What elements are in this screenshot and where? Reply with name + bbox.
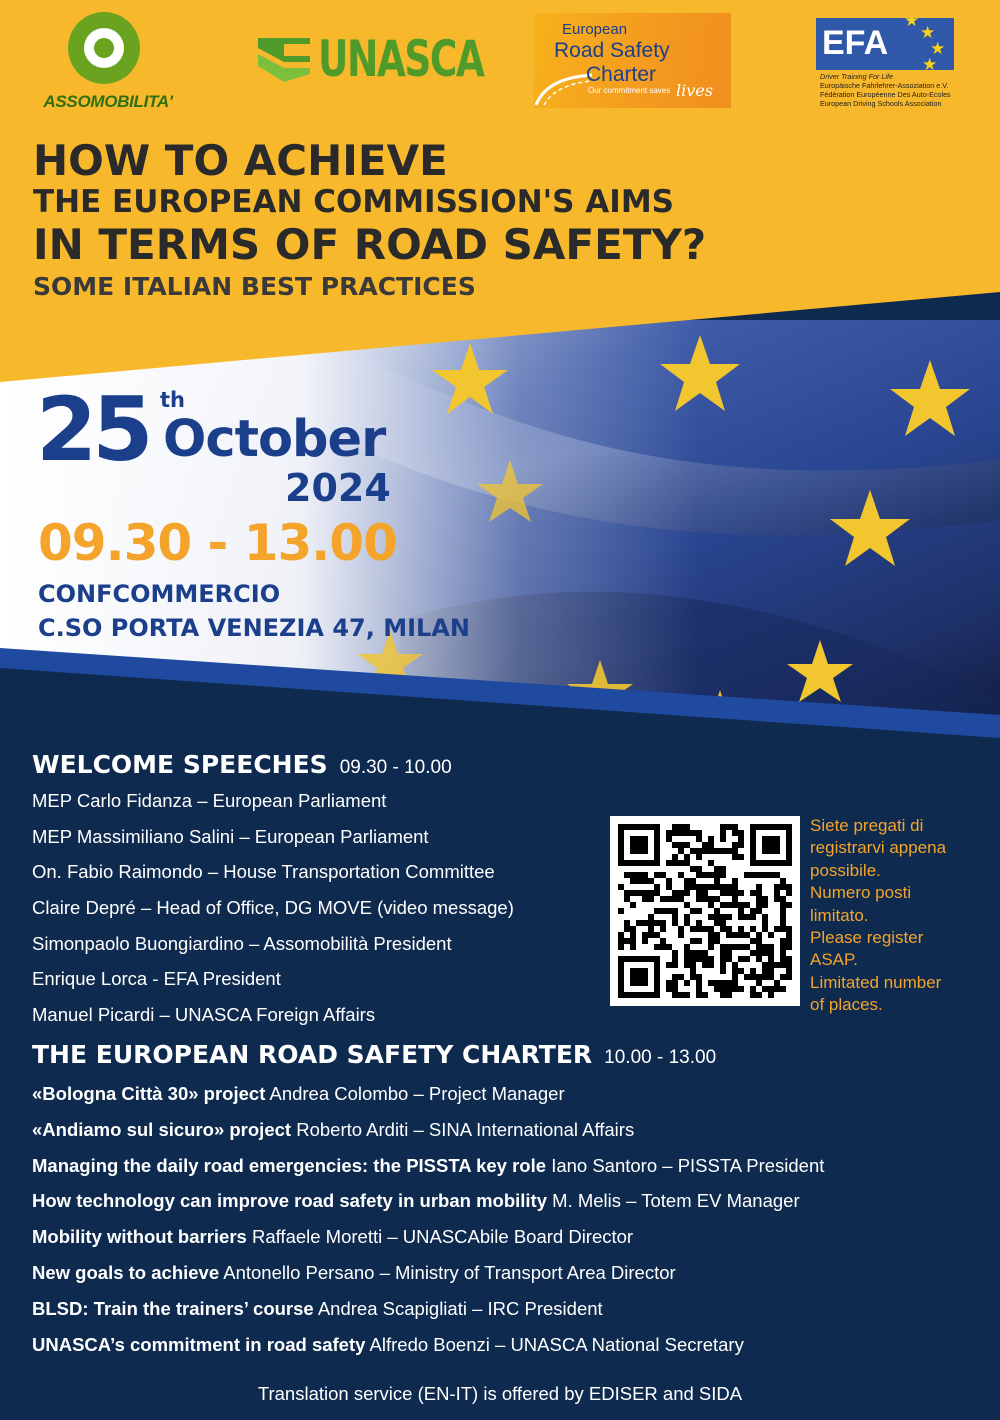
event-time: 09.30 - 13.00 [38, 514, 397, 572]
charter-logo-line2: Road Safety [554, 39, 670, 62]
welcome-speeches-heading [32, 750, 452, 779]
efa-logo [816, 12, 961, 112]
talk-speaker: Antonello Persano – Ministry of Transport Area Director [223, 1261, 676, 1283]
talk-speaker: M. Melis – Totem EV Manager [552, 1190, 800, 1212]
talk-topic: «Bologna Città 30» project [32, 1083, 266, 1104]
charter-logo-tagline-script: lives [676, 81, 713, 100]
registration-note-line: Numero posti [810, 883, 912, 903]
charter-session-time: 10.00 - 13.00 [604, 1047, 717, 1068]
registration-note-line: ASAP. [810, 950, 858, 970]
talk-topic: New goals to achieve [32, 1261, 220, 1283]
registration-note-line: Limitated number [810, 972, 942, 992]
unasca-shield-icon [258, 38, 310, 82]
efa-sub-line: European Driving Schools Association [820, 99, 942, 108]
event-venue-address: C.SO PORTA VENEZIA 47, MILAN [38, 614, 470, 642]
list-item [32, 1298, 824, 1334]
welcome-heading-text: WELCOME SPEECHES [32, 750, 328, 779]
charter-logo-line1: European [562, 21, 628, 38]
event-day: 25 [36, 378, 149, 481]
talk-topic: UNASCA’s commitment in road safety [32, 1333, 366, 1355]
event-day-suffix: th [160, 388, 185, 412]
talk-speaker: Andrea Scapigliati – IRC President [317, 1297, 603, 1319]
eu-star-icon: ★ [930, 39, 946, 58]
charter-session-heading [32, 1040, 716, 1069]
efa-sub-line: Europäische Fahrlehrer-Assoziation e.V. [820, 81, 949, 90]
efa-logo-subtitle [820, 72, 951, 108]
registration-qr-code[interactable] [610, 816, 800, 1006]
title-line-2: THE EUROPEAN COMMISSION'S AIMS [33, 184, 674, 220]
talk-speaker: Iano Santoro – PISSTA President [551, 1154, 825, 1176]
unasca-logo-text: UNASCA [318, 30, 484, 88]
event-year: 2024 [285, 466, 391, 510]
talk-topic: Managing the daily road emergencies: the PISSTA key role [32, 1154, 547, 1176]
registration-note-line: registrarvi appena [810, 838, 947, 858]
title-line-3: IN TERMS OF ROAD SAFETY? [33, 220, 707, 269]
list-item [32, 1226, 824, 1262]
list-item [32, 1119, 824, 1155]
list-item [32, 1190, 824, 1226]
list-item: Enrique Lorca - EFA President [32, 968, 281, 990]
talk-topic: BLSD: Train the trainers’ course [32, 1297, 314, 1319]
list-item: On. Fabio Raimondo – House Transportation Committee [32, 861, 495, 883]
talk-speaker: Roberto Arditi – SINA International Affairs [296, 1118, 635, 1140]
registration-note [810, 815, 1000, 1017]
list-item [32, 1262, 824, 1298]
welcome-speakers-list [32, 790, 514, 1040]
assomobilita-logo [28, 12, 188, 118]
list-item: MEP Massimiliano Salini – European Parliament [32, 825, 429, 847]
unasca-logo [258, 30, 484, 90]
talk-topic: How technology can improve road safety in urban mobility [32, 1190, 548, 1212]
assomobilita-emblem-dot [94, 38, 114, 58]
list-item [32, 1334, 824, 1370]
charter-logo-line3: Charter [586, 63, 657, 86]
charter-logo-tagline: Our commitment saves [588, 86, 671, 95]
title-line-1: HOW TO ACHIEVE [33, 136, 448, 185]
list-item: Claire Depré – Head of Office, DG MOVE (video message) [32, 897, 514, 919]
charter-heading-text: THE EUROPEAN ROAD SAFETY CHARTER [32, 1040, 593, 1069]
list-item [32, 1155, 824, 1191]
road-swoosh-icon [534, 71, 594, 107]
registration-note-line: limitato. [810, 905, 869, 925]
event-month: October [163, 410, 386, 469]
eu-star-icon: ★ [920, 23, 936, 42]
talk-speaker: Andrea Colombo – Project Manager [269, 1083, 565, 1104]
eu-star-icon: ★ [904, 11, 920, 30]
road-safety-charter-logo [534, 13, 731, 108]
event-venue-name: CONFCOMMERCIO [38, 580, 281, 608]
registration-note-line: of places. [810, 995, 883, 1015]
title-subtitle: SOME ITALIAN BEST PRACTICES [33, 272, 476, 301]
efa-sub-line: Fédération Européenne Des Auto-Ecoles [820, 90, 951, 99]
efa-logo-text: EFA [822, 24, 889, 62]
registration-note-line: Siete pregati di [810, 816, 924, 835]
registration-note-line: Please register [810, 928, 924, 948]
list-item: Simonpaolo Buongiardino – Assomobilità President [32, 932, 452, 954]
talk-topic: «Andiamo sul sicuro» project [32, 1118, 292, 1140]
talk-speaker: Alfredo Boenzi – UNASCA National Secretary [369, 1333, 744, 1355]
registration-note-line: possibile. [810, 860, 881, 880]
list-item: MEP Carlo Fidanza – European Parliament [32, 790, 387, 811]
charter-talks-list [32, 1083, 824, 1369]
welcome-time: 09.30 - 10.00 [339, 757, 452, 778]
assomobilita-logo-text: ASSOMOBILITA' [43, 92, 173, 111]
eu-star-icon: ★ [922, 55, 938, 74]
translation-footer: Translation service (EN-IT) is offered by EDISER and SIDA [257, 1383, 743, 1404]
talk-topic: Mobility without barriers [32, 1226, 247, 1248]
qr-code-icon [618, 824, 792, 998]
talk-speaker: Raffaele Moretti – UNASCAbile Board Director [251, 1226, 634, 1248]
efa-sub-line: Driver Training For Life [820, 72, 893, 81]
list-item: Manuel Picardi – UNASCA Foreign Affairs [32, 1004, 376, 1026]
list-item [32, 1083, 824, 1119]
